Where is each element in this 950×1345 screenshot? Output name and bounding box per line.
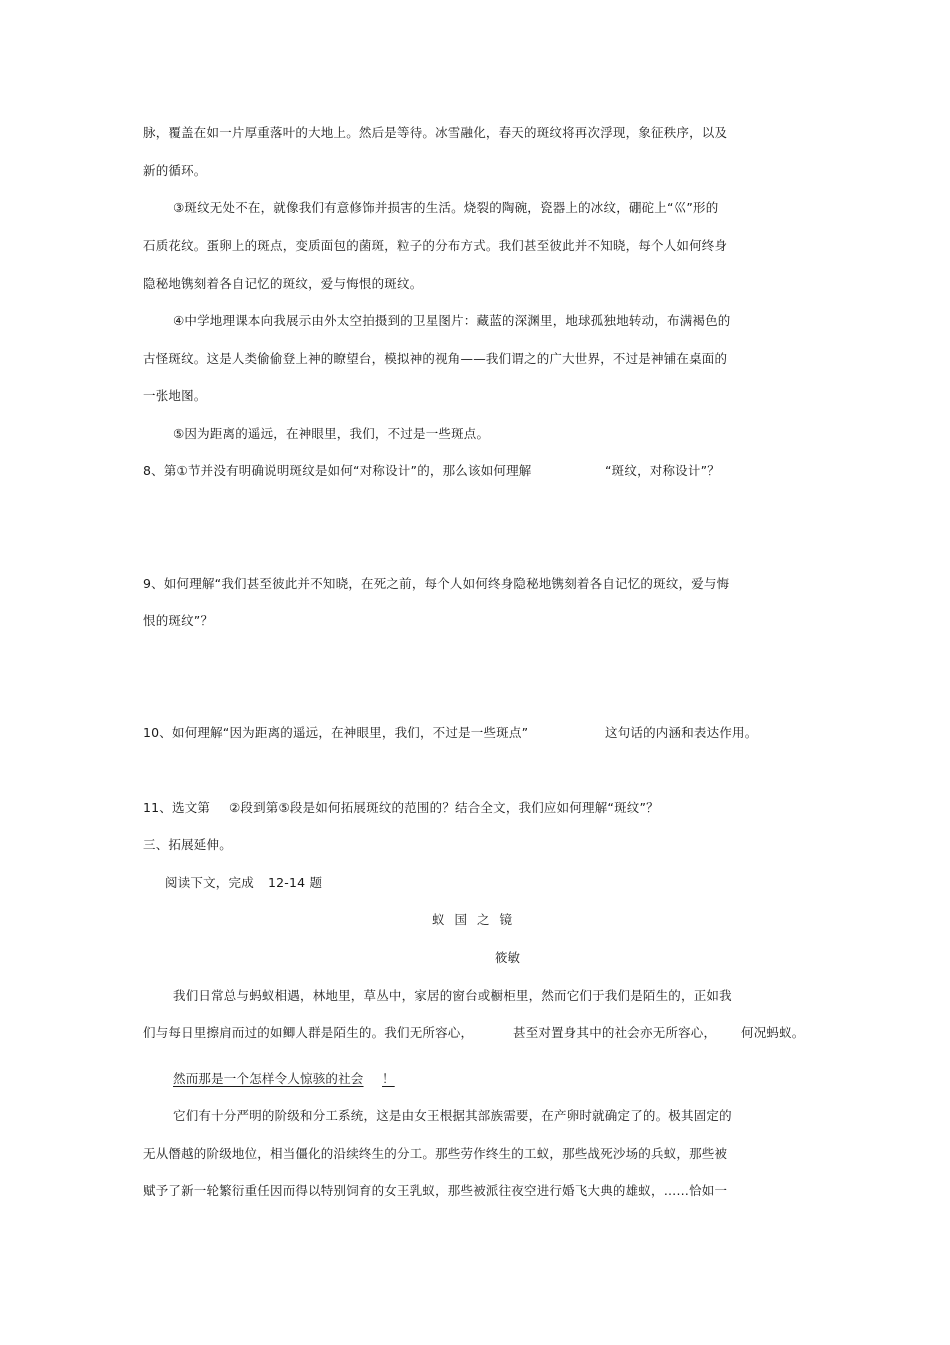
paragraph-line: ⑤因为距离的遥远，在神眼里，我们，不过是一些斑点。 [173, 426, 490, 441]
question-text: 这句话的内涵和表达作用。 [605, 725, 758, 740]
paragraph-text: 何况蚂蚁。 [741, 1025, 805, 1040]
question-9: 9、如何理解“我们甚至彼此并不知晓，在死之前，每个人如何终身隐秘地镌刻着各自记忆的斑纹，爱与悔 [143, 576, 730, 591]
article-author: 筱敏 [495, 950, 521, 965]
instruction-text: 阅读下文，完成 [165, 875, 254, 890]
paragraph-line: 赋予了新一轮繁衍重任因而得以特别饲育的女王乳蚁，那些被派往夜空进行婚飞大典的雄蚁，……恰如一 [143, 1183, 728, 1198]
section-heading: 三、拓展延伸。 [143, 837, 232, 852]
paragraph-line: ③斑纹无处不在，就像我们有意修饰并损害的生活。烧裂的陶碗，瓷器上的冰纹，硼砣上“巛”形的 [173, 200, 719, 215]
paragraph-line: 它们有十分严明的阶级和分工系统，这是由女王根据其部族需要，在产卵时就确定了的。极其固定的 [173, 1108, 732, 1123]
paragraph-line: 古怪斑纹。这是人类偷偷登上神的瞭望台，模拟神的视角——我们谓之的广大世界，不过是神铺在桌面的 [143, 351, 728, 366]
question-text: ②段到第⑤段是如何拓展斑纹的范围的？结合全文，我们应如何理解“斑纹”？ [229, 800, 659, 815]
paragraph-line: ④中学地理课本向我展示由外太空拍摄到的卫星图片：藏蓝的深渊里，地球孤独地转动，布满褐色的 [173, 313, 731, 328]
underlined-text: ！ [382, 1071, 395, 1086]
question-9-continued: 恨的斑纹”？ [143, 613, 214, 628]
underlined-text: 然而那是一个怎样令人惊骇的社会 [173, 1071, 364, 1086]
instruction-text: 12-14 题 [268, 875, 323, 890]
paragraph-text: 甚至对置身其中的社会亦无所容心， [513, 1025, 717, 1040]
question-text: “斑纹，对称设计”？ [605, 463, 720, 478]
paragraph-line: 石质花纹。蛋卵上的斑点，变质面包的菌斑，粒子的分布方式。我们甚至彼此并不知晓，每个人如何终身 [143, 238, 728, 253]
article-title: 蚁国之镜 [432, 912, 523, 927]
paragraph-text: 们与每日里擦肩而过的如鲫人群是陌生的。我们无所容心， [143, 1025, 474, 1040]
paragraph-line: 隐秘地镌刻着各自记忆的斑纹，爱与悔恨的斑纹。 [143, 276, 423, 291]
paragraph-line: 我们日常总与蚂蚁相遇，林地里，草丛中，家居的窗台或橱柜里，然而它们于我们是陌生的，正如我 [173, 988, 732, 1003]
question-text: 10、如何理解“因为距离的遥远，在神眼里，我们，不过是一些斑点” [143, 725, 529, 740]
paragraph-line: 无从僭越的阶级地位，相当僵化的沿续终生的分工。那些劳作终生的工蚁，那些战死沙场的兵蚁，那些被 [143, 1146, 728, 1161]
paragraph-line: 脉，覆盖在如一片厚重落叶的大地上。然后是等待。冰雪融化，春天的斑纹将再次浮现，象征秩序，以及 [143, 125, 728, 140]
paragraph-line: 新的循环。 [143, 163, 207, 178]
question-text: 11、选文第 [143, 800, 211, 815]
paragraph-line: 一张地图。 [143, 388, 207, 403]
question-text: 8、第①节并没有明确说明斑纹是如何“对称设计”的，那么该如何理解 [143, 463, 532, 478]
